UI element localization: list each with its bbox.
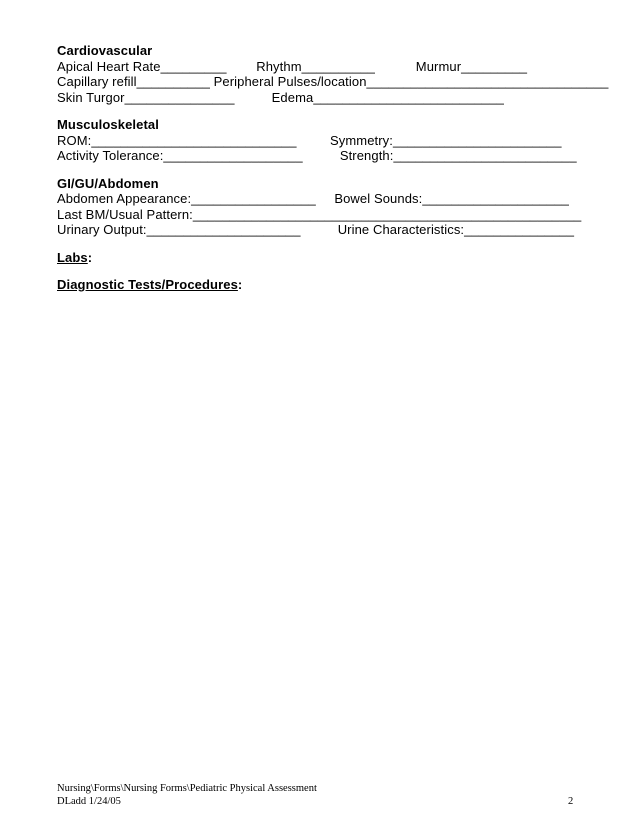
field-line-capillary-refill-peripheral-pulses: Capillary refill__________ Peripheral Pulses/location_________________________________ [57, 74, 609, 89]
diagnostic-tests-label: Diagnostic Tests/Procedures [57, 277, 238, 292]
cardiovascular-heading: Cardiovascular [57, 43, 153, 58]
diagnostic-tests-colon: : [237, 277, 243, 292]
section-gi-gu-abdomen [57, 176, 602, 238]
field-line-last-bm-usual-pattern: Last BM/Usual Pattern:_____________________________________________________ [57, 206, 582, 222]
page-footer [57, 783, 317, 808]
field-line-rom-symmetry: ROM:____________________________ Symmetry:_______________________ [57, 132, 562, 148]
section-labs [57, 250, 602, 266]
gi-gu-abdomen-heading: GI/GU/Abdomen [57, 175, 159, 191]
page-number: 2 [568, 795, 574, 807]
field-line-urinary-output-urine-characteristics: Urinary Output:_____________________ Urine Characteristics:_______________ [57, 222, 575, 237]
labs-heading [57, 250, 602, 266]
section-musculoskeletal [57, 117, 602, 164]
diagnostic-tests-heading [57, 277, 602, 293]
footer-file-path: Nursing\Forms\Nursing Forms\Pediatric Physical Assessment [57, 783, 317, 794]
musculoskeletal-heading: Musculoskeletal [57, 117, 159, 132]
footer-author-date: DLadd 1/24/05 [57, 795, 121, 807]
labs-label: Labs [57, 249, 88, 265]
labs-colon: : [87, 249, 93, 265]
form-content [57, 43, 609, 293]
field-line-abdomen-appearance-bowel-sounds: Abdomen Appearance:_________________ Bowel Sounds:____________________ [57, 191, 569, 206]
field-line-skin-turgor-edema: Skin Turgor_______________ Edema__________________________ [57, 89, 504, 105]
section-cardiovascular [57, 43, 609, 105]
section-diagnostic-tests [57, 277, 602, 293]
field-line-activity-tolerance-strength: Activity Tolerance:___________________ Strength:_________________________ [57, 148, 577, 163]
field-line-apical-heart-rate-rhythm-murmur: Apical Heart Rate_________ Rhythm__________ Murmur_________ [57, 58, 528, 74]
